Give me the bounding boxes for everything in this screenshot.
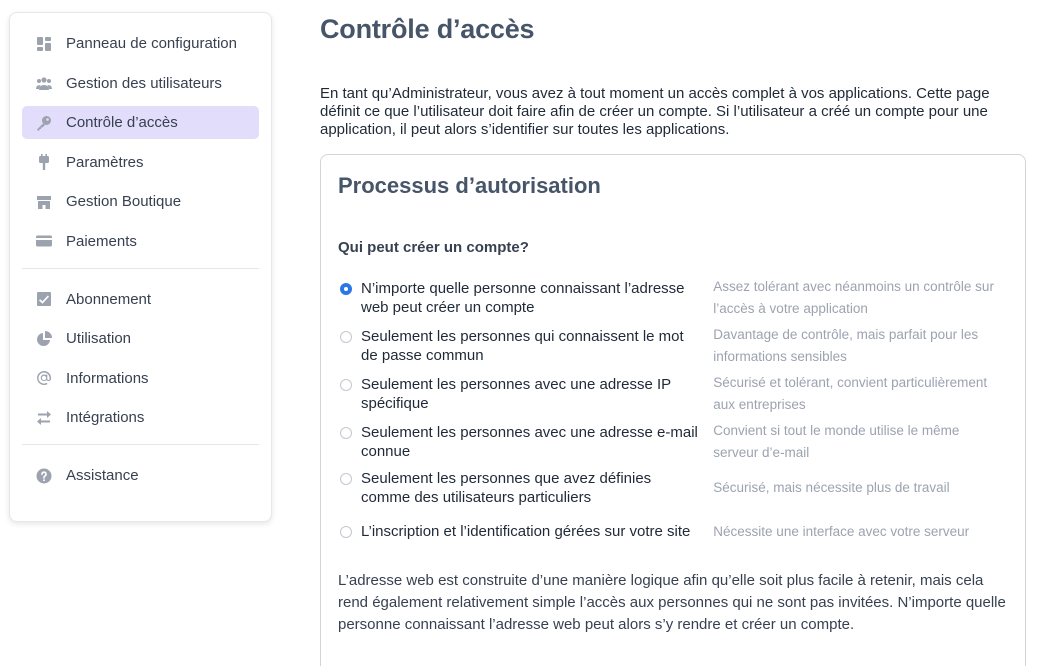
option-shared-password[interactable] xyxy=(338,327,713,366)
sidebar-item-label: Paramètres xyxy=(66,153,144,171)
intro-text: En tant qu’Administrateur, vous avez à tout moment un accès complet à vos applications. Cette page définit ce que l’utilisateur doit faire afin de créer un compte. Si l’utilisateur a créé un compte pour une application, il peut alors s’identifier sur toutes les applications. xyxy=(320,85,990,138)
option-description: Davantage de contrôle, mais parfait pour les informations sensibles xyxy=(713,327,979,364)
option-own-site[interactable] xyxy=(338,522,713,542)
radio-button[interactable] xyxy=(340,526,352,538)
sidebar-item-label: Utilisation xyxy=(66,330,132,347)
sidebar-item-usage[interactable] xyxy=(22,322,259,355)
key-icon xyxy=(36,115,52,131)
arrows-exchange-icon xyxy=(36,410,52,426)
pie-chart-icon xyxy=(36,331,52,347)
option-description: Nécessite une interface avec votre serveur xyxy=(713,524,970,539)
sidebar-item-integrations[interactable] xyxy=(22,401,259,434)
checkbox-icon xyxy=(36,291,52,307)
option-label: Seulement les personnes avec une adresse e-mail connue xyxy=(361,423,698,460)
sidebar-item-information[interactable] xyxy=(22,362,259,395)
sidebar-item-access-control[interactable] xyxy=(22,106,259,139)
sidebar-item-settings[interactable] xyxy=(22,146,259,179)
sidebar-item-label: Contrôle d’accès xyxy=(66,114,178,131)
sidebar-item-label: Intégrations xyxy=(66,409,145,426)
sidebar-item-support[interactable] xyxy=(22,459,259,492)
option-description: Sécurisé, mais nécessite plus de travail xyxy=(713,480,950,495)
option-label: N’importe quelle personne connaissant l’adresse web peut créer un compte xyxy=(361,279,685,316)
option-description: Convient si tout le monde utilise le même serveur d’e-mail xyxy=(713,423,960,460)
option-row xyxy=(338,466,1008,510)
option-row xyxy=(338,418,1008,466)
sidebar-item-store[interactable] xyxy=(22,185,259,218)
sidebar xyxy=(9,12,272,522)
radio-button[interactable] xyxy=(340,283,352,295)
sidebar-item-payments[interactable] xyxy=(22,225,259,258)
option-label: Seulement les personnes qui connaissent le mot de passe commun xyxy=(361,327,684,364)
option-row xyxy=(338,322,1008,370)
option-explanation: L’adresse web est construite d’une manière logique afin qu’elle soit plus facile à retenir, mais cela rend également relativement simple l’accès aux personnes qui ne sont pas invitées. N’importe quelle personne connaissant l’adresse web peut alors s’y rendre et créer un compte. xyxy=(338,572,1006,633)
radio-button[interactable] xyxy=(340,427,352,439)
plug-icon xyxy=(36,154,52,170)
sidebar-item-label: Informations xyxy=(66,369,149,387)
sidebar-item-label: Gestion des utilisateurs xyxy=(66,74,222,92)
option-anyone-with-url[interactable] xyxy=(338,279,713,318)
radio-button[interactable] xyxy=(340,379,352,391)
option-label: Seulement les personnes que avez définies comme des utilisateurs particuliers xyxy=(361,469,652,506)
store-icon xyxy=(36,194,52,210)
authorization-process-card xyxy=(320,154,1026,666)
option-label: Seulement les personnes avec une adresse IP spécifique xyxy=(361,375,671,412)
option-row xyxy=(338,274,1008,322)
question-label: Qui peut créer un compte? xyxy=(338,239,529,256)
sidebar-item-label: Gestion Boutique xyxy=(66,193,182,210)
signup-options xyxy=(338,274,1008,554)
option-defined-users[interactable] xyxy=(338,469,713,508)
option-label: L’inscription et l’identification gérées sur votre site xyxy=(361,523,691,541)
sidebar-divider xyxy=(22,268,259,269)
sidebar-item-label: Paiements xyxy=(66,232,137,250)
credit-card-icon xyxy=(36,233,52,249)
radio-button[interactable] xyxy=(340,331,352,343)
option-description: Sécurisé et tolérant, convient particulièrement aux entreprises xyxy=(713,375,988,412)
dashboard-icon xyxy=(36,36,52,52)
sidebar-item-users[interactable] xyxy=(22,67,259,100)
main-content xyxy=(320,0,1026,633)
radio-button[interactable] xyxy=(340,473,352,485)
option-known-email[interactable] xyxy=(338,423,713,462)
page-title: Contrôle d’accès xyxy=(320,14,535,44)
sidebar-item-dashboard[interactable] xyxy=(22,27,259,60)
sidebar-item-subscription[interactable] xyxy=(22,283,259,316)
help-icon xyxy=(36,468,52,484)
option-description: Assez tolérant avec néanmoins un contrôle sur l’accès à votre application xyxy=(713,279,994,316)
sidebar-item-label: Assistance xyxy=(66,467,139,484)
users-icon xyxy=(36,75,52,91)
sidebar-item-label: Panneau de configuration xyxy=(66,35,237,52)
at-icon xyxy=(36,370,52,386)
sidebar-divider xyxy=(22,444,259,445)
option-row xyxy=(338,370,1008,418)
option-row xyxy=(338,510,1008,554)
card-title: Processus d’autorisation xyxy=(338,173,601,198)
sidebar-item-label: Abonnement xyxy=(66,290,152,308)
option-specific-ip[interactable] xyxy=(338,375,713,414)
